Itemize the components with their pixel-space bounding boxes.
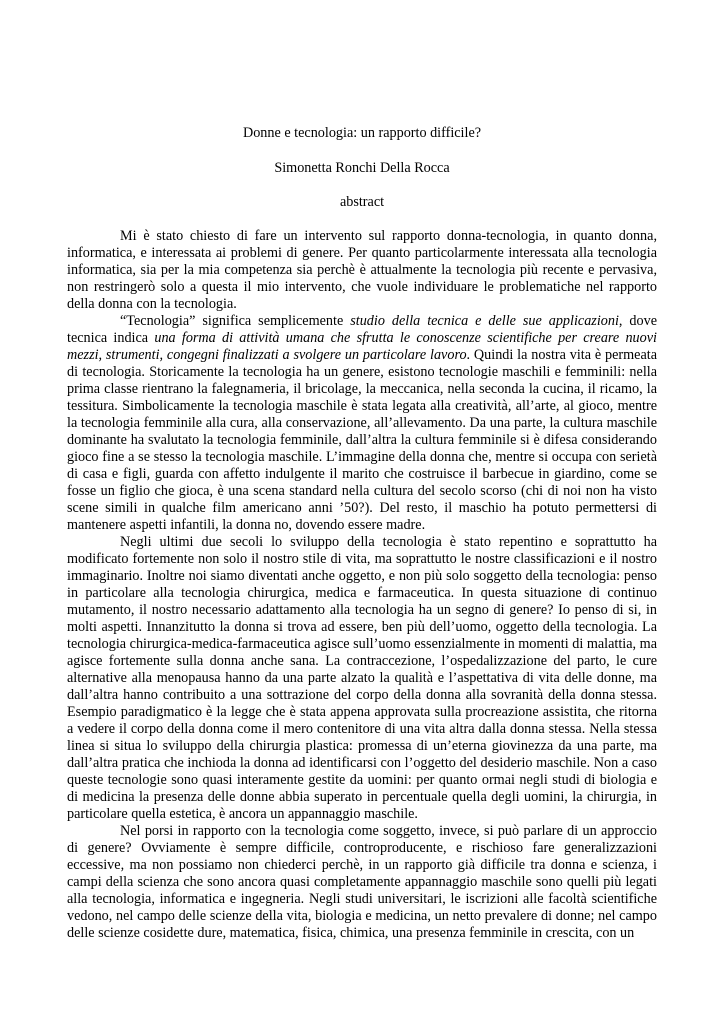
- paragraph-1-text: Mi è stato chiesto di fare un intervento sul rapporto donna-tecnologia, in quanto donna, informatica, e interessata ai problemi di genere. Per quanto particolarmente interessata alla tecnologia informatica, sia per la mia competenza sia perchè è attualmente la tecnologia più recente e pervasiva, non restringerò solo a questa il mio intervento, che vuole individuare le problematiche nel rapporto della donna con la tecnologia.: [67, 228, 657, 312]
- paragraph-2-text: , dove tecnica indica: [67, 313, 657, 346]
- paragraph-4: [67, 823, 657, 942]
- paragraph-3-text: Negli ultimi due secoli lo sviluppo della tecnologia è stato repentino e soprattutto ha modificato fortemente non solo il nostro stile di vita, ma soprattutto le nostre classificazioni e il nostro immaginario. Inoltre noi siamo diventati anche oggetto, e non più solo soggetto della tecnologia: penso in particolare alla tecnologia chirurgica, medica e farmaceutica. In questa situazione di continuo mutamento, il nostro necessario adattamento alla tecnologia ha un segno di genere? Io penso di si, in molti aspetti. Innanzitutto la donna si trova ad essere, ben più dell’uomo, oggetto della tecnologia. La tecnologia chirurgica-medica-farmaceutica agisce sull’uomo essenzialmente in momenti di malattia, ma agisce fortemente sulla donna anche sana. La contraccezione, l’ospedalizzazione del parto, le cure alternative alla menopausa hanno da una parte alzato la qualità e l’aspettativa di vita delle donne, ma dall’altra hanno contribuito a una sottrazione del corpo della donna alla sovranità della donna stessa. Esempio paradigmatico è la legge che è stata appena approvata sulla procreazione assistita, che ritorna a vedere il corpo della donna come il mero contenitore di una vita altra dalla donna stessa. Nella stessa linea si situa lo sviluppo della chirurgia plastica: promessa di un’eterna giovinezza da una parte, ma dall’altra pratica che inchioda la donna ad identificarsi con l’oggetto del desiderio maschile. Non a caso queste tecnologie sono quasi interamente gestite da uomini: per quanto ormai negli studi di biologia e di medicina la presenza delle donne abbia superato in percentuale quella degli uomini, la chirurgia, in particolare quella estetica, è ancora un appannaggio maschile.: [67, 534, 657, 822]
- document-author: Simonetta Ronchi Della Rocca: [274, 160, 450, 176]
- paragraph-2-text: “Tecnologia” significa semplicemente: [120, 313, 351, 329]
- paragraph-3: [67, 534, 657, 823]
- paragraph-2-italic-definition: studio della tecnica e delle sue applicazioni: [350, 313, 619, 329]
- paragraph-2-italic-technique: una forma di attività umana che sfrutta le conoscenze scientifiche per creare nuovi mezzi, strumenti, congegni finalizzati a svolgere un particolare lavoro: [67, 330, 657, 363]
- paragraph-1: [67, 228, 657, 313]
- paragraph-2-text: . Quindi la nostra vita è permeata di tecnologia. Storicamente la tecnologia ha un genere, esistono tecnologie maschili e femminili: nella prima classe rientrano la falegnameria, il bricolage, la meccanica, nella seconda la cucina, il ricamo, la tessitura. Simbolicamente la tecnologia maschile è stata legata alla creatività, all’arte, al gioco, mentre la tecnologia femminile alla cura, alla conservazione, all’allevamento. Da una parte, la cultura maschile dominante ha svalutato la tecnologia femminile, dall’altra la cultura femminile si è difesa considerando gioco fine a se stesso la tecnologia maschile. L’immagine della donna che, mentre si occupa con serietà di casa e figli, guarda con affetto indulgente il marito che costruisce il barbecue in giardino, come se fosse un figlio che gioca, è una scena standard nella cultura del secolo scorso (chi di noi non ha visto scene simili in qualche film americano anni ’50?). Del resto, il maschio ha potuto permettersi di mantenere aspetti infantili, la donna no, dovendo essere madre.: [67, 347, 657, 533]
- paragraph-4-text: Nel porsi in rapporto con la tecnologia come soggetto, invece, si può parlare di un approccio di genere? Ovviamente è sempre difficile, controproducente, e rischioso fare generalizzazioni eccessive, ma non possiamo non chiederci perchè, in un rapporto già difficile tra donna e scienza, i campi della scienza che sono ancora quasi completamente appannaggio maschile sono quelli più legati alla tecnologia, informatica e ingegneria. Negli studi universitari, le iscrizioni alle facoltà scientifiche vedono, nel campo delle scienze della vita, biologia e medicina, un netto prevalere di donne; nel campo delle scienze cosidette dure, matematica, fisica, chimica, una presenza femminile in crescita, con un: [67, 823, 657, 941]
- abstract-body: [67, 228, 657, 942]
- abstract-heading: abstract: [339, 194, 385, 210]
- document-title: Donne e tecnologia: un rapporto difficile?: [242, 125, 482, 141]
- paragraph-2: [67, 313, 657, 534]
